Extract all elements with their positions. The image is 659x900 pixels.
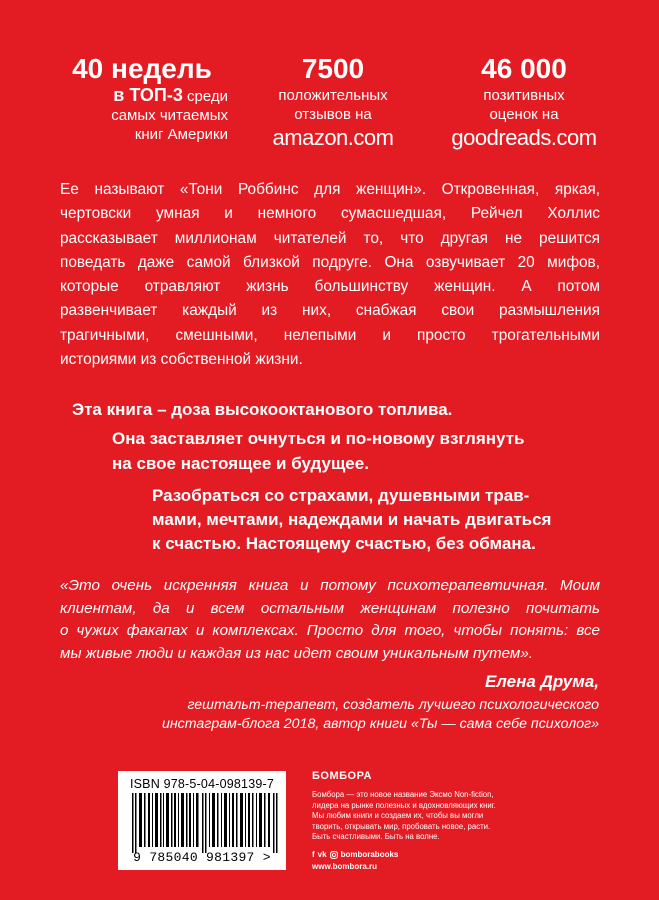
highlight-line-1: Эта книга – доза высокооктанового топлива.: [72, 400, 453, 419]
highlight-line-2: Она заставляет очнуться и по-новому взглянуть: [112, 429, 525, 448]
description-paragraph: [60, 178, 600, 372]
testimonial-quote: [60, 575, 600, 665]
publisher-line: лидера на рынке полезных и вдохновляющих книг.: [312, 800, 496, 810]
description-line: трагичными, смешными, нелепыми и просто трогательными: [60, 326, 600, 344]
stat-amazon: [258, 52, 408, 152]
stat-amazon-site: amazon.com: [272, 125, 394, 150]
highlight-line-3: на свое настоящее и будущее.: [112, 454, 369, 473]
highlight-line-6: к счастью. Настоящему счастью, без обмана.: [152, 534, 536, 553]
stat-goodreads-line2: оценок на: [489, 106, 559, 123]
publisher-logo: БОМБОРА: [312, 770, 372, 782]
highlight-line-5: мами, мечтами, надеждами и начать двигаться: [152, 510, 552, 529]
social-links: [312, 850, 398, 859]
stat-weeks-line2: самых читаемых: [111, 107, 228, 124]
description-line: историями из собственной жизни.: [60, 351, 303, 369]
vk-icon: vk: [317, 850, 327, 859]
stat-weeks-line1: [56, 86, 228, 106]
publisher-website: www.bombora.ru: [312, 862, 378, 871]
barcode: [118, 771, 286, 870]
instagram-icon: [330, 851, 338, 859]
author-credential-2: инстаграм-блога 2018, автор книги «Ты — сама себе психолог»: [161, 716, 599, 732]
stat-amazon-number: 7500: [301, 53, 365, 84]
barcode-digits: 9 785040 981397 >: [133, 850, 271, 865]
author-credential-1: гештальт-терапевт, создатель лучшего психологического: [187, 697, 599, 713]
stat-weeks-line1-rest: среди: [182, 88, 228, 105]
description-line: которые отравляют жизнь большинству женщин. А потом: [60, 278, 600, 296]
quote-author: Елена Друма,: [484, 672, 599, 691]
quote-line: «Это очень искренняя книга и потому психотерапевтичная. Моим: [60, 577, 600, 594]
description-line: развенчивает каждый из них, снабжая свои размышления: [60, 302, 600, 320]
stat-weeks-number: 40 недель: [72, 53, 212, 84]
stat-goodreads-number: 46 000: [481, 53, 567, 84]
stat-weeks-highlight: в ТОП-3: [113, 85, 183, 105]
stat-amazon-line2: отзывов на: [294, 106, 372, 123]
description-line: поведать даже самой близкой подруге. Она озвучивает 20 мифов,: [60, 253, 600, 271]
stat-weeks: [56, 52, 228, 144]
publisher-line: Быть счастливыми. Быть на волне.: [312, 832, 440, 841]
quote-line: о чужих факапах и комплексах. Просто для того, чтобы понять: все: [60, 622, 600, 639]
stat-weeks-line3: книг Америки: [134, 126, 228, 143]
publisher-line: творить, открывать мир, пробовать новое, расти.: [312, 821, 491, 831]
description-line: чертовски умная и немного сумасшедшая, Рейчел Холлис: [60, 205, 600, 223]
barcode-bars: [132, 793, 278, 853]
description-line: Ее называют «Тони Роббинс для женщин». Откровенная, яркая,: [60, 181, 600, 198]
quote-line: клиентам, да и всем остальным женщинам полезно почитать: [60, 599, 600, 617]
stat-amazon-line1: положительных: [278, 87, 388, 104]
highlight-line-4: Разобраться со страхами, душевными трав-: [152, 486, 530, 505]
quote-line: мы живые люди и каждая из нас идет своим уникальным путем».: [60, 644, 533, 662]
stat-goodreads-site: goodreads.com: [451, 125, 597, 150]
stat-goodreads: [433, 52, 615, 152]
isbn-text: ISBN 978-5-04-098139-7: [129, 777, 275, 791]
publisher-line: Мы любим книги и создаем их, чтобы вы могли: [312, 811, 484, 820]
description-line: рассказывает миллионам читателей то, что другая не решится: [60, 229, 600, 247]
social-handle: bomborabooks: [340, 850, 399, 859]
facebook-icon: f: [312, 850, 315, 859]
publisher-description: [312, 790, 612, 843]
stat-goodreads-line1: позитивных: [483, 87, 565, 104]
publisher-line: Бомбора — это новое название Эксмо Non-fiction,: [312, 790, 494, 799]
